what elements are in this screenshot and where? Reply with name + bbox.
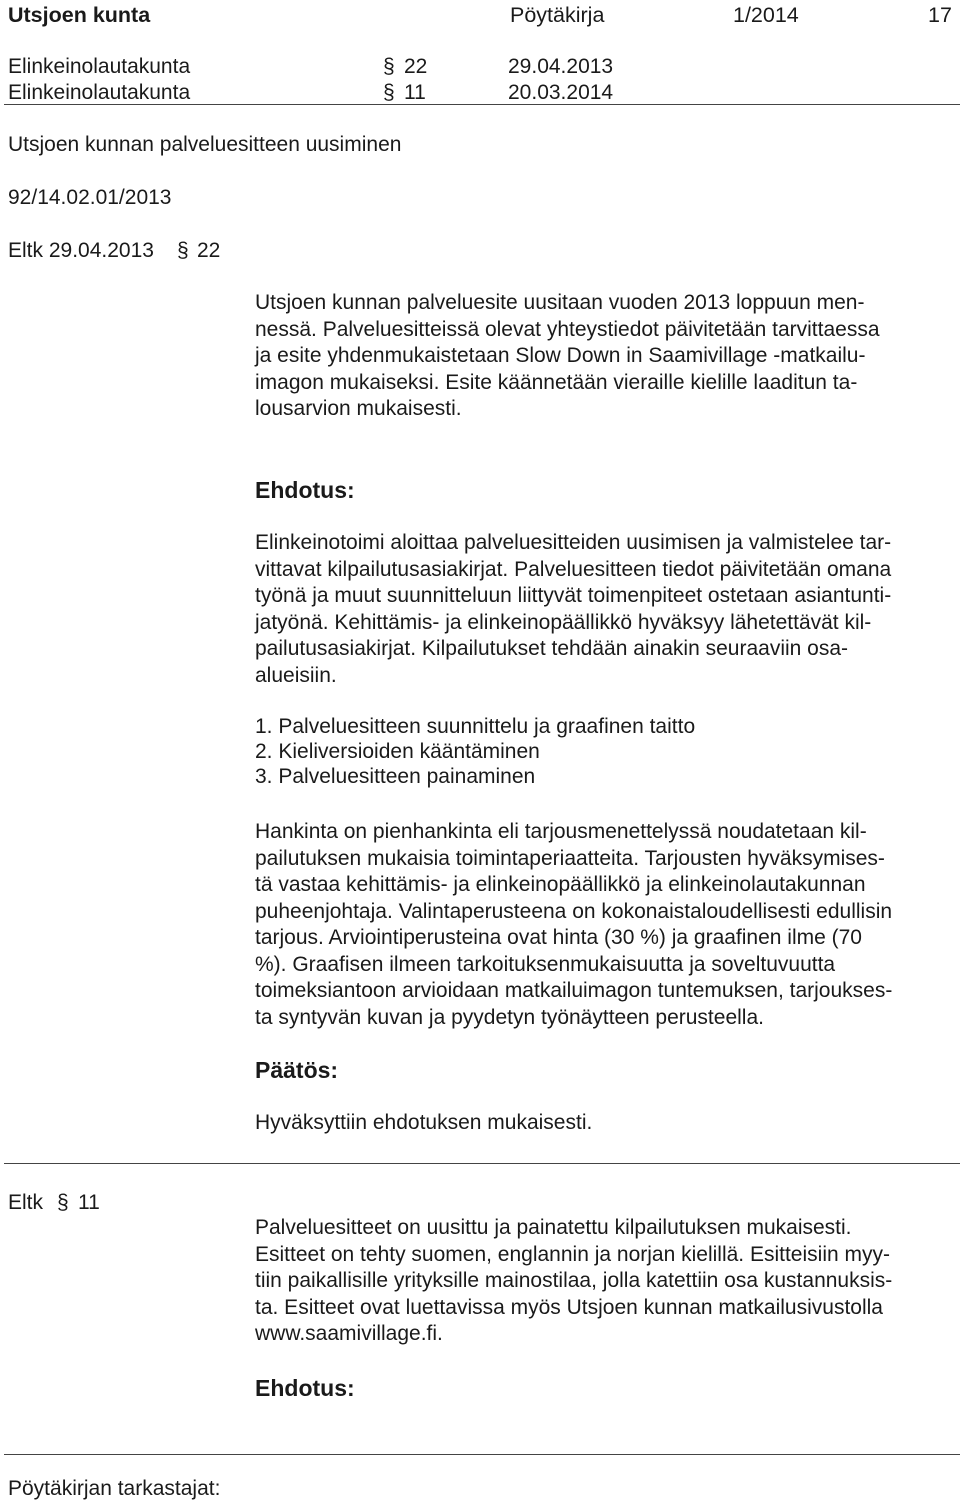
decision-heading: Päätös:: [255, 1057, 339, 1083]
header-divider: [4, 104, 960, 105]
issue-number: 1/2014: [733, 3, 799, 27]
footer-label: Pöytäkirjan tarkastajat:: [8, 1477, 221, 1500]
text-line: jatyönä. Kehittämis- ja elinkeinopäällikkö hyväksyy lähetettävät kil-: [255, 610, 872, 634]
proposal-paragraph: [255, 530, 960, 689]
section-symbol-2: §: [383, 81, 395, 104]
list-item: 2. Kieliversioiden kääntäminen: [255, 740, 540, 763]
list-item: 3. Palveluesitteen painaminen: [255, 765, 536, 788]
text-line: tarjous. Arviointiperusteina ovat hinta (30 %) ja graafinen ilme (70: [255, 926, 862, 949]
text-line: toimeksiantoon arvioidaan matkailuimagon tuntemuksen, tarjoukses-: [255, 979, 893, 1002]
text-line: ta. Esitteet ovat luettavissa myös Utsjoen kunnan matkailusivustolla: [255, 1295, 883, 1319]
footer-divider: [4, 1454, 960, 1455]
proposal-list: [255, 714, 960, 789]
text-line: Elinkeinotoimi aloittaa palveluesitteiden uusimisen ja valmistelee tar-: [255, 531, 892, 554]
text-line: %). Graafisen ilmeen tarkoituksenmukaisuutta ja soveltuvuutta: [255, 952, 836, 976]
procurement-paragraph: [255, 819, 960, 1031]
municipality-name: Utsjoen kunta: [8, 3, 151, 27]
meeting-section-2: 11: [404, 81, 426, 104]
meeting-body-1: Elinkeinolautakunta: [8, 55, 191, 78]
text-line: vittavat kilpailutusasiakirjat. Palveluesitteen tiedot päivitetään omana: [255, 557, 892, 581]
meeting-date-1: 29.04.2013: [508, 55, 614, 78]
earlier-reference-section: 22: [197, 239, 221, 262]
text-line: ta syntyvän kuvan ja pyydetyn työnäytteen perusteella.: [255, 1005, 764, 1029]
text-line: tä vastaa kehittämis- ja elinkeinopäällikkö ja elinkeinolautakunnan: [255, 873, 866, 896]
proposal2-heading: Ehdotus:: [255, 1375, 355, 1401]
earlier-reference-label: Eltk 29.04.2013: [8, 239, 154, 262]
current-section-number: 11: [78, 1191, 100, 1214]
document-type: Pöytäkirja: [510, 3, 605, 27]
earlier-reference-symbol: §: [177, 239, 189, 262]
text-line: työnä ja muut suunnitteluun liittyvät toimenpiteet ostetaan asiantunti-: [255, 584, 892, 607]
meeting-section-1: 22: [404, 55, 428, 78]
text-line: Utsjoen kunnan palveluesite uusitaan vuoden 2013 loppuun men-: [255, 291, 865, 314]
reference-number: 92/14.02.01/2013: [8, 186, 172, 209]
current-section-label: Eltk: [8, 1191, 44, 1214]
text-line: imagon mukaiseksi. Esite käännetään vieraille kielille laaditun ta-: [255, 370, 858, 394]
text-line: ja esite yhdenmukaistetaan Slow Down in Saamivillage -matkailu-: [255, 344, 866, 367]
meeting-body-2: Elinkeinolautakunta: [8, 81, 191, 104]
text-line: lousarvion mukaisesti.: [255, 397, 462, 420]
text-line: pailutuksen mukaisia toimintaperiaatteita. Tarjousten hyväksymises-: [255, 846, 885, 870]
text-line: www.saamivillage.fi.: [255, 1322, 443, 1345]
matter-title: Utsjoen kunnan palveluesitteen uusiminen: [8, 133, 402, 156]
text-line: alueisiin.: [255, 663, 337, 687]
text-line: tiin paikallisille yrityksille mainostilaa, jolla katettiin osa kustannuksis-: [255, 1269, 893, 1292]
text-line: pailutusasiakirjat. Kilpailutukset tehdään ainakin seuraaviin osa-: [255, 637, 849, 660]
page-number: 17: [928, 3, 952, 27]
update-paragraph: [255, 1215, 960, 1348]
text-line: Palveluesitteet on uusittu ja painatettu kilpailutuksen mukaisesti.: [255, 1216, 852, 1239]
text-line: puheenjohtaja. Valintaperusteena on kokonaistaloudellisesti edullisin: [255, 899, 893, 923]
text-line: Esitteet on tehty suomen, englannin ja norjan kielillä. Esitteisiin myy-: [255, 1242, 890, 1266]
background-paragraph: [255, 290, 960, 423]
section-symbol-1: §: [383, 55, 395, 78]
section-divider: [4, 1163, 960, 1164]
meeting-date-2: 20.03.2014: [508, 81, 614, 104]
decision-text: Hyväksyttiin ehdotuksen mukaisesti.: [255, 1111, 593, 1134]
text-line: nessä. Palveluesitteissä olevat yhteystiedot päivitetään tarvittaessa: [255, 317, 880, 341]
list-item: 1. Palveluesitteen suunnittelu ja graafinen taitto: [255, 715, 696, 738]
text-line: Hankinta on pienhankinta eli tarjousmenettelyssä noudatetaan kil-: [255, 820, 867, 843]
current-section-symbol: §: [57, 1191, 69, 1214]
proposal-heading: Ehdotus:: [255, 477, 355, 503]
